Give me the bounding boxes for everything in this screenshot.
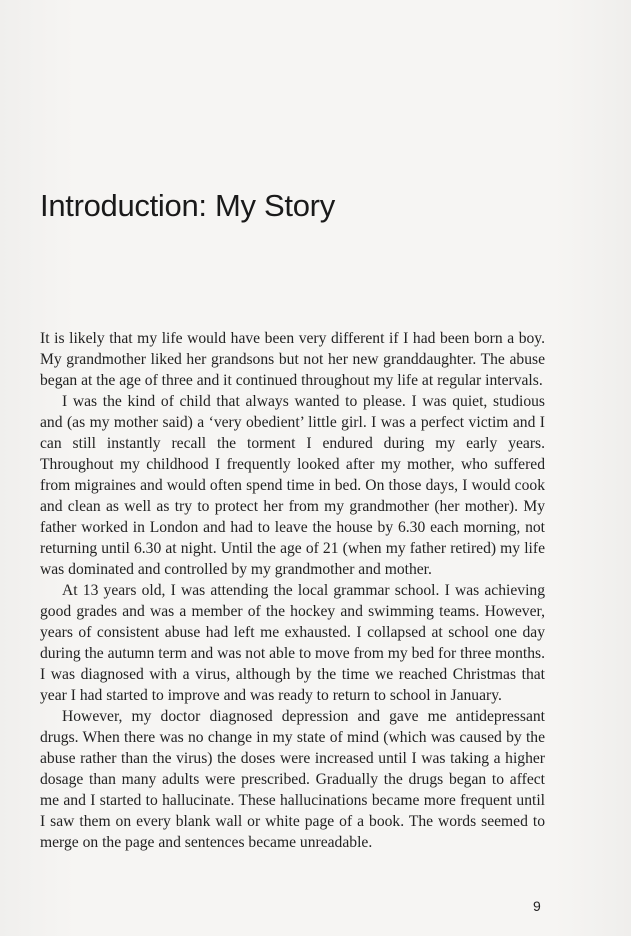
paragraph-1: It is likely that my life would have been very different if I had been born a boy. My grandmother liked her grandsons but not her new granddaughter. The abuse began at the age of three and it continued throughout my life at regular intervals. xyxy=(40,330,545,389)
paragraph-4: However, my doctor diagnosed depression and gave me antidepressant drugs. When there was no change in my state of mind (which was caused by the abuse rather than the virus) the doses were increased until I was taking a higher dosage than many adults were prescribed. Gradually the drugs began to affect me and I started to hallucinate. These hallucinations became more frequent until I saw them on every blank wall or white page of a book. The words seemed to merge on the page and sentences became unreadable. xyxy=(40,708,545,851)
page-number: 9 xyxy=(533,898,541,914)
paragraph-2: I was the kind of child that always wanted to please. I was quiet, studious and (as my mother said) a ‘very obedient’ little girl. I was a perfect victim and I can still instantly recall the torment I endured during my early years. Throughout my childhood I frequently looked after my mother, who suffered from migraines and would often spend time in bed. On those days, I would cook and clean as well as try to protect her from my grandmother (her mother). My father worked in London and had to leave the house by 6.30 each morning, not returning until 6.30 at night. Until the age of 21 (when my father retired) my life was dominated and controlled by my grandmother and mother. xyxy=(40,393,545,578)
chapter-body xyxy=(40,328,545,853)
chapter-title: Introduction: My Story xyxy=(40,188,335,223)
paragraph-3: At 13 years old, I was attending the local grammar school. I was achieving good grades and was a member of the hockey and swimming teams. However, years of consistent abuse had left me exhausted. I collapsed at school one day during the autumn term and was not able to move from my bed for three months. I was diagnosed with a virus, although by the time we reached Christmas that year I had started to improve and was ready to return to school in January. xyxy=(40,582,545,704)
